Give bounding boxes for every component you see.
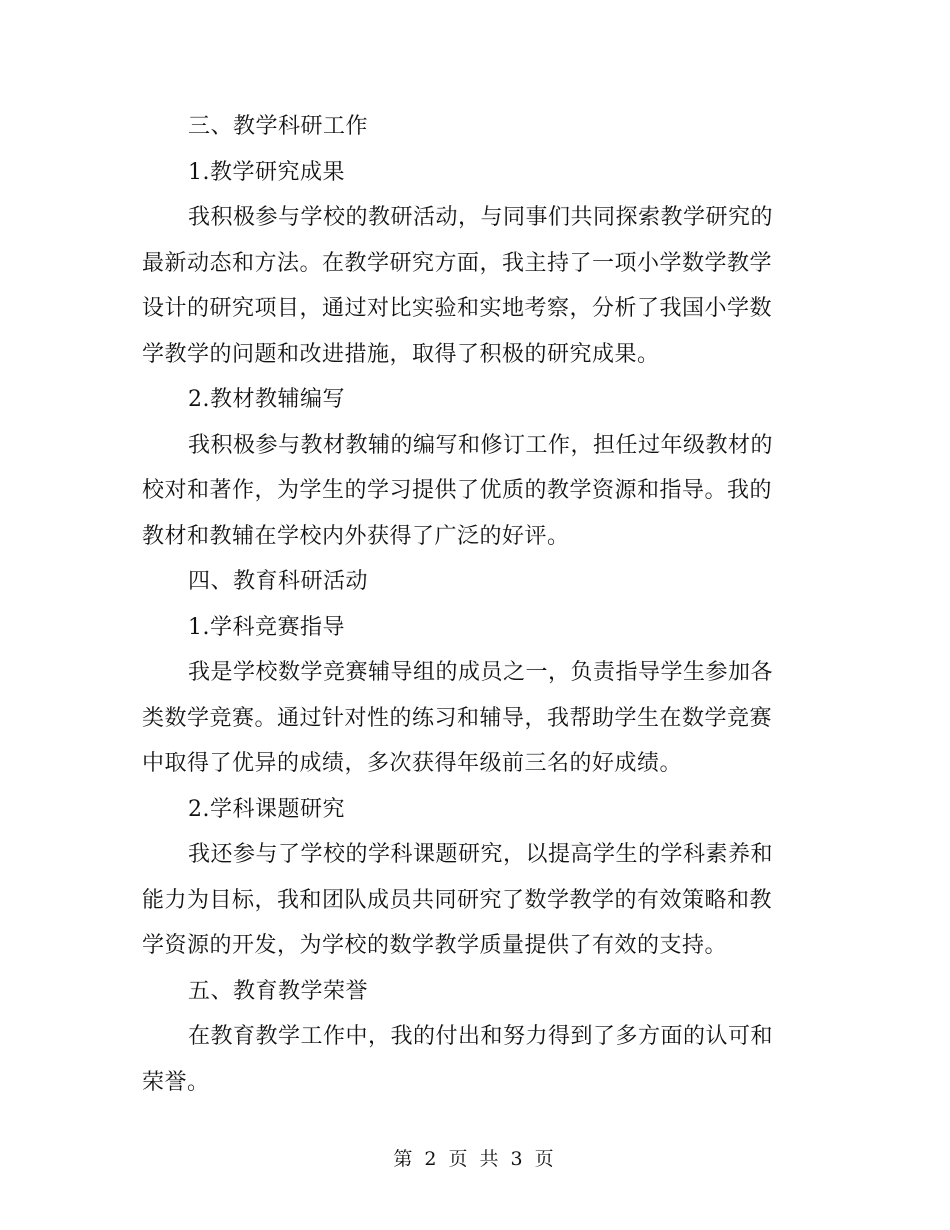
document-body (142, 104, 802, 1105)
paragraph-line: 荣誉。 (142, 1069, 210, 1095)
heading-section-5: 五、教育教学荣誉 (188, 978, 369, 1004)
heading-section-4: 四、教育科研活动 (188, 569, 369, 594)
paragraph-line: 我积极参与教材教辅的编写和修订工作，担任过年级教材的 (188, 432, 774, 458)
paragraph-line: 我还参与了学校的学科课题研究，以提高学生的学科素养和 (188, 842, 774, 867)
paragraph-line: 我是学校数学竞赛辅导组的成员之一，负责指导学生参加各 (188, 660, 774, 685)
heading-section-3: 三、教学科研工作 (188, 114, 369, 139)
paragraph-line: 最新动态和方法。在教学研究方面，我主持了一项小学数学教学 (142, 250, 773, 276)
paragraph-line: 我积极参与学校的教研活动，与同事们共同探索教学研究的 (188, 205, 774, 230)
paragraph-line: 设计的研究项目，通过对比实验和实地考察，分析了我国小学数 (142, 296, 773, 321)
paragraph-line: 学教学的问题和改进措施，取得了积极的研究成果。 (142, 341, 660, 367)
subheading-competition-guidance: 1.学科竞赛指导 (188, 614, 345, 640)
page-number-footer: 第 2 页 共 3 页 (393, 1148, 557, 1170)
paragraph-line: 能力为目标，我和团队成员共同研究了数学教学的有效策略和教 (142, 887, 773, 913)
paragraph-line: 学资源的开发，为学校的数学教学质量提供了有效的支持。 (142, 933, 728, 958)
subheading-subject-research: 2.学科课题研究 (188, 796, 345, 822)
paragraph-line: 教材和教辅在学校内外获得了广泛的好评。 (142, 523, 570, 549)
paragraph-line: 校对和著作，为学生的学习提供了优质的教学资源和指导。我的 (142, 478, 773, 503)
subheading-textbook-writing: 2.教材教辅编写 (188, 387, 345, 412)
paragraph-line: 中取得了优异的成绩，多次获得年级前三名的好成绩。 (142, 751, 683, 776)
subheading-research-results: 1.教学研究成果 (188, 159, 345, 185)
paragraph-line: 在教育教学工作中，我的付出和努力得到了多方面的认可和 (188, 1024, 774, 1049)
paragraph-line: 类数学竞赛。通过针对性的练习和辅导，我帮助学生在数学竞赛 (142, 705, 773, 731)
